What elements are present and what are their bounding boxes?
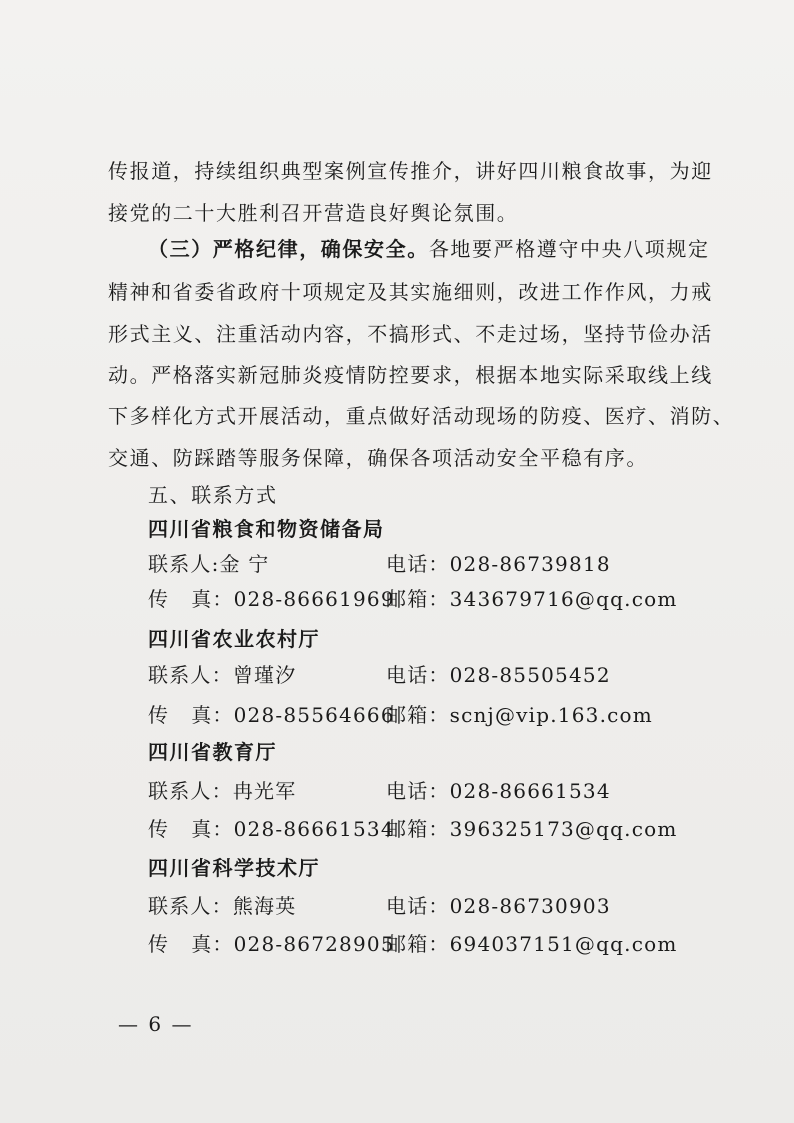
- contact-org-name: 四川省农业农村厅: [148, 627, 320, 651]
- contact-name: 熊海英: [232, 894, 297, 918]
- contact-fax: [148, 929, 395, 959]
- email-label: 邮箱：: [386, 932, 450, 956]
- contact-label: 联系人:: [148, 552, 220, 576]
- phone-value: 028-86739818: [449, 552, 611, 576]
- paragraph-line: 精神和省委省政府十项规定及其实施细则，改进工作作风，力戒: [108, 280, 713, 304]
- fax-value: 028-86661969: [233, 587, 395, 611]
- fax-value: 028-86661534: [233, 817, 395, 841]
- contact-fax: [148, 584, 395, 614]
- contact-label: 联系人：: [148, 894, 233, 918]
- fax-label-part: 传: [148, 587, 170, 611]
- contact-phone: [386, 891, 611, 921]
- contact-row-fax: [148, 700, 708, 730]
- contact-phone: [386, 776, 611, 806]
- contact-email: [386, 584, 678, 614]
- contact-row-person: [148, 891, 708, 921]
- contact-row-fax: [148, 814, 708, 844]
- contact-email: [386, 814, 678, 844]
- contact-fax: [148, 700, 395, 730]
- paragraph-line: 形式主义、注重活动内容，不搞形式、不走过场，坚持节俭办活: [108, 322, 713, 346]
- email-value: 343679716@qq.com: [449, 587, 678, 611]
- contact-person: [148, 891, 296, 921]
- contact-org-name: 四川省科学技术厅: [148, 856, 320, 880]
- email-label: 邮箱：: [386, 587, 450, 611]
- contact-row-person: [148, 660, 708, 690]
- phone-label: 电话：: [386, 894, 450, 918]
- email-value: scnj@vip.163.com: [449, 703, 653, 727]
- contact-name: 曾瑾汐: [232, 663, 297, 687]
- email-label: 邮箱：: [386, 817, 450, 841]
- email-value: 694037151@qq.com: [449, 932, 678, 956]
- fax-label-part: 真：: [191, 817, 234, 841]
- contact-row-person: [148, 776, 708, 806]
- contact-row-fax: [148, 929, 708, 959]
- page-number: — 6 —: [118, 1012, 194, 1036]
- contact-row-fax: [148, 584, 708, 614]
- contact-phone: [386, 549, 611, 579]
- contact-org-name: 四川省教育厅: [148, 740, 277, 764]
- paragraph-line: 接党的二十大胜利召开营造良好舆论氛围。: [108, 201, 519, 225]
- phone-label: 电话：: [386, 552, 450, 576]
- contact-email: [386, 700, 653, 730]
- contact-name: 金 宁: [219, 552, 270, 576]
- contact-label: 联系人：: [148, 779, 233, 803]
- contact-person: [148, 660, 296, 690]
- contact-label: 联系人：: [148, 663, 233, 687]
- contact-org-name: 四川省粮食和物资储备局: [148, 517, 385, 541]
- fax-label-part: 真：: [191, 587, 234, 611]
- fax-value: 028-85564666: [233, 703, 395, 727]
- fax-value: 028-86728905: [233, 932, 395, 956]
- paragraph-line: 交通、防踩踏等服务保障，确保各项活动安全平稳有序。: [108, 446, 648, 470]
- paragraph-text: 各地要严格遵守中央八项规定: [428, 237, 710, 261]
- subsection-heading: （三）严格纪律，确保安全。: [148, 237, 429, 261]
- email-label: 邮箱：: [386, 703, 450, 727]
- contact-person: [148, 549, 270, 579]
- fax-label-part: 传: [148, 932, 170, 956]
- email-value: 396325173@qq.com: [449, 817, 678, 841]
- contact-phone: [386, 660, 611, 690]
- fax-label-part: 传: [148, 703, 170, 727]
- contact-name: 冉光军: [232, 779, 297, 803]
- contact-email: [386, 929, 678, 959]
- paragraph-line: [148, 234, 710, 264]
- section-title: 五、联系方式: [148, 483, 278, 507]
- contact-row-person: [148, 549, 708, 579]
- phone-label: 电话：: [386, 663, 450, 687]
- phone-value: 028-86730903: [449, 894, 611, 918]
- phone-value: 028-86661534: [449, 779, 611, 803]
- phone-value: 028-85505452: [449, 663, 611, 687]
- contact-fax: [148, 814, 395, 844]
- paragraph-line: 下多样化方式开展活动，重点做好活动现场的防疫、医疗、消防、: [108, 404, 735, 428]
- paragraph-line: 动。严格落实新冠肺炎疫情防控要求，根据本地实际采取线上线: [108, 363, 713, 387]
- fax-label-part: 真：: [191, 932, 234, 956]
- contact-person: [148, 776, 296, 806]
- fax-label-part: 传: [148, 817, 170, 841]
- fax-label-part: 真：: [191, 703, 234, 727]
- paragraph-line: 传报道，持续组织典型案例宣传推介，讲好四川粮食故事，为迎: [108, 159, 713, 183]
- phone-label: 电话：: [386, 779, 450, 803]
